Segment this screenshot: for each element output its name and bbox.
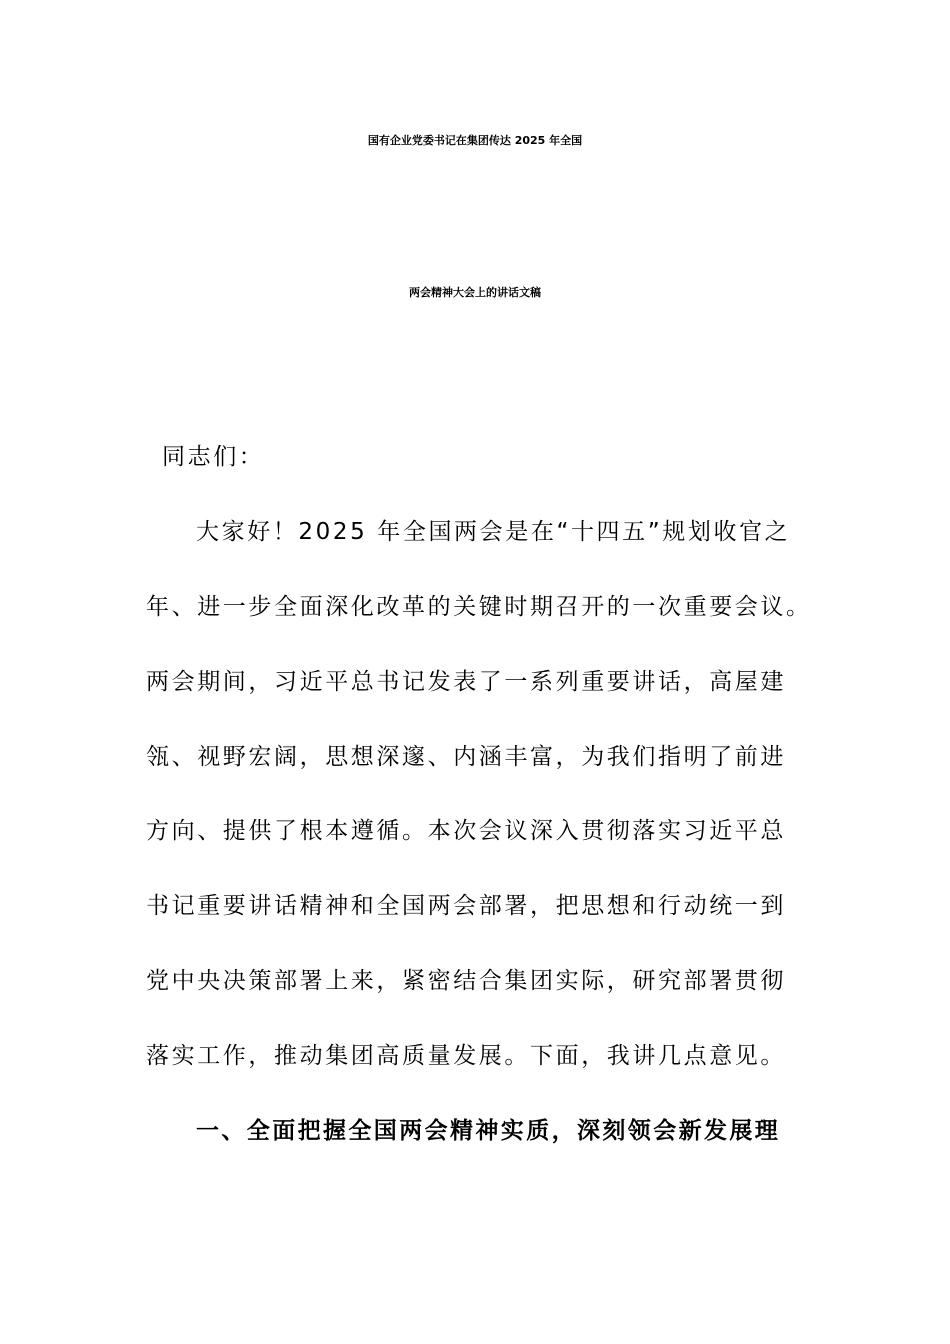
paragraph-line: 方向、提供了根本遵循。本次会议深入贯彻落实习近平总 xyxy=(146,818,786,844)
paragraph-line: 两会期间，习近平总书记发表了一系列重要讲话，高屋建 xyxy=(146,669,786,695)
paragraph-line: 瓴、视野宏阔，思想深邃、内涵丰富，为我们指明了前进 xyxy=(146,744,786,770)
salutation: 同志们： xyxy=(162,444,265,470)
paragraph-line: 党中央决策部署上来，紧密结合集团实际，研究部署贯彻 xyxy=(146,968,786,994)
document-title-line-2: 两会精神大会上的讲话文稿 xyxy=(409,286,541,299)
section-heading: 一、全面把握全国两会精神实质，深刻领会新发展理 xyxy=(196,1118,781,1144)
paragraph-line: 书记重要讲话精神和全国两会部署，把思想和行动统一到 xyxy=(146,893,786,919)
paragraph-line: 年、进一步全面深化改革的关键时期召开的一次重要会议。 xyxy=(146,594,812,620)
paragraph-line: 落实工作，推动集团高质量发展。下面，我讲几点意见。 xyxy=(146,1043,786,1069)
document-title-line-1: 国有企业党委书记在集团传达 2025 年全国 xyxy=(367,134,583,147)
paragraph-line: 大家好！2025 年全国两会是在“十四五”规划收官之 xyxy=(196,519,791,545)
